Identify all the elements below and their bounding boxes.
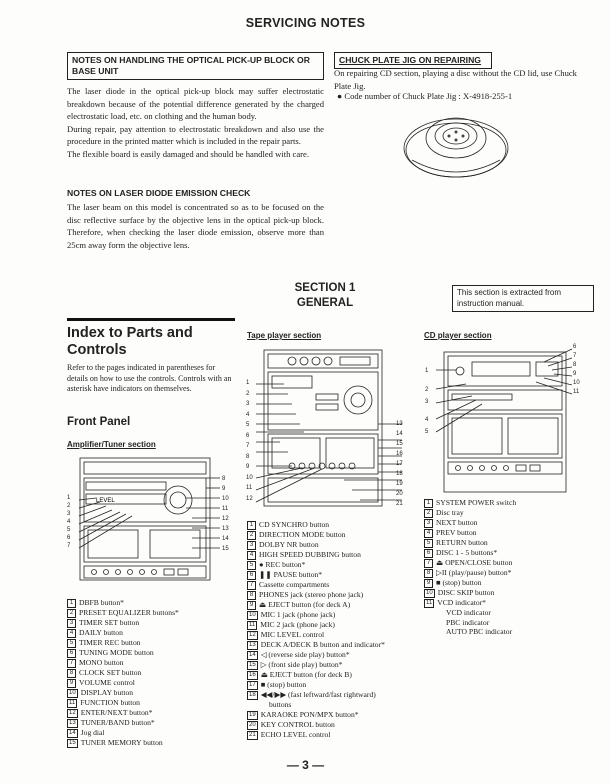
callout-label: 16 bbox=[396, 451, 403, 457]
cd-player-diagram bbox=[424, 344, 592, 496]
callout-label: 6 bbox=[246, 432, 250, 439]
callout-label: 10 bbox=[573, 380, 580, 386]
list-item: 10 DISC SKIP button bbox=[426, 588, 495, 597]
list-item-continuation: AUTO PBC indicator bbox=[446, 627, 513, 637]
callout-label: 15 bbox=[222, 546, 229, 552]
laser-notes-body: The laser beam on this model is concentrated so as to be focused on the disc reflective surface by the objective lens in the optical pick-up block. Therefore, when checking the laser diode emission, observe more than 25cm away form the objective lens. bbox=[67, 202, 324, 250]
callout-label: 12 bbox=[246, 495, 253, 502]
section-name: GENERAL bbox=[296, 297, 354, 309]
callout-label: 1 bbox=[246, 380, 250, 386]
list-item: 21 ECHO LEVEL control bbox=[249, 729, 331, 739]
list-item: 18 ◀◀/▶▶ (fast leftward/fast rightward) bbox=[249, 690, 376, 699]
callout-label: 7 bbox=[246, 443, 250, 449]
cd-right-callouts bbox=[573, 343, 587, 397]
list-item: 14 Jog dial bbox=[69, 728, 105, 737]
index-intro: Refer to the pages indicated in parentheses for details on how to use the controls. Controls with an asterisk have indicators on themselves. bbox=[67, 363, 232, 393]
amp-right-callouts bbox=[222, 474, 236, 554]
list-item: 11 MIC 2 jack (phone jack) bbox=[249, 620, 335, 629]
extract-note: This section is extracted from instruction manual. bbox=[452, 285, 594, 312]
callout-label: 20 bbox=[396, 491, 403, 497]
list-item: 15 ▷ (front side play) button* bbox=[249, 660, 343, 669]
callout-label: 3 bbox=[246, 401, 250, 407]
list-item: 11 VCD indicator* bbox=[426, 598, 486, 607]
callout-label: 10 bbox=[246, 474, 253, 481]
list-item: 1 CD SYNCHRO button bbox=[247, 520, 417, 530]
svg-text:LEVEL: LEVEL bbox=[96, 498, 115, 504]
callout-label: 8 bbox=[573, 362, 577, 368]
callout-label: 9 bbox=[246, 464, 250, 470]
list-item: 8 ▷II (play/pause) button* bbox=[424, 568, 594, 578]
list-item: 11 FUNCTION button bbox=[69, 698, 140, 707]
list-item: 20 KEY CONTROL button bbox=[249, 719, 335, 729]
list-item: 8 CLOCK SET button bbox=[67, 668, 237, 678]
list-item: 13 TUNER/BAND button* bbox=[69, 718, 155, 727]
list-item: 16 ⏏ EJECT button (for deck B) bbox=[249, 670, 352, 679]
callout-label: 11 bbox=[246, 485, 253, 491]
callout-label: 14 bbox=[396, 431, 403, 437]
list-item: 5 TIMER REC button bbox=[67, 638, 237, 648]
callout-label: 8 bbox=[246, 453, 250, 460]
list-item: 17 ■ (stop) button bbox=[249, 680, 307, 689]
laser-notes-title: NOTES ON LASER DIODE EMISSION CHECK bbox=[67, 188, 251, 198]
callout-label: 13 bbox=[396, 421, 403, 427]
list-item: 3 NEXT button bbox=[424, 518, 594, 528]
callout-label: 11 bbox=[573, 389, 580, 395]
callout-label: 13 bbox=[222, 526, 229, 532]
list-item: 1 DBFB button* bbox=[67, 598, 237, 608]
optical-paragraph-3: The flexible board is easily damaged and should be handled with care. bbox=[67, 148, 309, 159]
callout-label: 2 bbox=[425, 387, 429, 393]
optical-paragraph-1: The laser diode in the optical pick-up block may suffer electrostatic breakdown because of the potential difference generated by the charged electrostatic load, etc. on clothing and the human body. bbox=[67, 86, 324, 122]
callout-label: 1 bbox=[425, 368, 429, 374]
list-item-continuation: buttons bbox=[269, 700, 292, 709]
amp-tuner-diagram bbox=[66, 452, 236, 588]
list-item: 6 TUNING MODE button bbox=[67, 648, 237, 658]
list-item-continuation: VCD indicator bbox=[446, 608, 491, 617]
callout-label: 4 bbox=[67, 519, 71, 525]
list-item: 9 ⏏ EJECT button (for deck A) bbox=[247, 600, 417, 610]
cd-left-callouts bbox=[425, 365, 437, 438]
list-item: 5 ● REC button* bbox=[247, 560, 417, 570]
list-item: 7 MONO button bbox=[67, 658, 237, 668]
optical-notes-title: NOTES ON HANDLING THE OPTICAL PICK-UP BLOCK OR BASE UNIT bbox=[67, 52, 324, 80]
tape-section-heading: Tape player section bbox=[247, 331, 322, 340]
tape-player-list bbox=[247, 520, 417, 740]
callout-label: 6 bbox=[573, 344, 577, 350]
list-item: 4 HIGH SPEED DUBBING button bbox=[247, 550, 417, 560]
cd-section-heading: CD player section bbox=[424, 331, 492, 340]
list-item: 2 DIRECTION MODE button bbox=[247, 530, 417, 540]
list-item: 13 DECK A/DECK B button and indicator* bbox=[249, 640, 385, 649]
list-item: 8 PHONES jack (stereo phone jack) bbox=[247, 590, 417, 600]
page-number: — 3 — bbox=[286, 758, 325, 772]
list-item: 2 Disc tray bbox=[424, 508, 594, 518]
callout-label: 17 bbox=[396, 461, 403, 467]
list-item: 7 Cassette compartments bbox=[247, 580, 417, 590]
list-item: 12 ENTER/NEXT button* bbox=[69, 708, 153, 717]
callout-label: 2 bbox=[67, 503, 71, 509]
callout-label: 5 bbox=[67, 527, 71, 533]
list-item: 19 KARAOKE PON/MPX button* bbox=[249, 709, 359, 719]
callout-label: 9 bbox=[222, 486, 226, 492]
list-item: 3 TIMER SET button bbox=[67, 618, 237, 628]
list-item: 9 VOLUME control bbox=[67, 678, 237, 688]
list-item: 15 TUNER MEMORY button bbox=[69, 738, 163, 747]
list-item: 5 RETURN button bbox=[424, 538, 594, 548]
page-title: SERVICING NOTES bbox=[245, 16, 366, 30]
amp-left-callouts bbox=[67, 494, 79, 550]
list-item: 9 ■ (stop) button bbox=[424, 578, 594, 588]
callout-label: 4 bbox=[246, 411, 250, 418]
optical-paragraph-2: During repair, pay attention to electrostatic breakdown and also use the procedure in the printed matter which is included in the repair parts. bbox=[67, 123, 324, 147]
callout-label: 5 bbox=[425, 429, 429, 435]
cd-player-list bbox=[424, 498, 594, 637]
callout-label: 2 bbox=[246, 390, 250, 397]
callout-label: 8 bbox=[222, 476, 226, 482]
callout-label: 3 bbox=[425, 399, 429, 405]
callout-label: 14 bbox=[222, 536, 229, 542]
optical-notes-body bbox=[67, 85, 324, 161]
amp-tuner-list bbox=[67, 598, 237, 748]
callout-label: 5 bbox=[246, 422, 250, 428]
list-item: 1 SYSTEM POWER switch bbox=[424, 498, 594, 508]
callout-label: 4 bbox=[425, 417, 429, 423]
callout-label: 18 bbox=[396, 471, 403, 477]
list-item: 4 DAILY button bbox=[67, 628, 237, 638]
list-item: 6 ❚❚ PAUSE button* bbox=[247, 570, 417, 580]
chuck-jig-title: CHUCK PLATE JIG ON REPAIRING bbox=[334, 52, 492, 69]
front-panel-heading: Front Panel bbox=[67, 416, 131, 428]
callout-label: 21 bbox=[396, 501, 403, 507]
callout-label: 9 bbox=[573, 371, 577, 377]
callout-label: 12 bbox=[222, 516, 229, 522]
callout-label: 10 bbox=[222, 496, 229, 502]
chuck-plate-jig-illustration bbox=[402, 102, 510, 184]
list-item: 12 MIC LEVEL control bbox=[249, 630, 325, 639]
tape-player-diagram bbox=[244, 344, 416, 512]
callout-label: 6 bbox=[67, 535, 71, 541]
tape-right-callouts bbox=[396, 419, 410, 509]
list-item-continuation: PBC indicator bbox=[446, 617, 490, 627]
list-item: 10 DISPLAY button bbox=[69, 688, 134, 697]
list-item: 6 DISC 1 - 5 buttons* bbox=[424, 548, 594, 558]
index-title: Index to Parts and Controls bbox=[67, 325, 193, 358]
callout-label: 7 bbox=[67, 543, 71, 549]
callout-label: 19 bbox=[396, 481, 403, 487]
callout-label: 15 bbox=[396, 441, 403, 447]
chuck-jig-code: ● Code number of Chuck Plate Jig : X-4918-255-1 bbox=[337, 91, 513, 101]
list-item: 2 PRESET EQUALIZER buttons* bbox=[67, 608, 237, 618]
callout-label: 11 bbox=[222, 506, 229, 512]
index-rule bbox=[67, 318, 235, 321]
list-item: 10 MIC 1 jack (phone jack) bbox=[249, 610, 336, 619]
list-item: 7 ⏏ OPEN/CLOSE button bbox=[424, 558, 594, 568]
tape-left-callouts bbox=[246, 378, 258, 504]
amp-section-heading: Amplifier/Tuner section bbox=[67, 440, 156, 449]
section-number: SECTION 1 bbox=[294, 282, 356, 294]
callout-label: 1 bbox=[67, 495, 71, 501]
callout-label: 7 bbox=[573, 353, 577, 359]
chuck-jig-text: On repairing CD section, playing a disc without the CD lid, use Chuck Plate Jig. bbox=[334, 68, 577, 91]
callout-label: 3 bbox=[67, 511, 71, 517]
list-item: 14 ◁ (reverse side play) button* bbox=[249, 650, 350, 659]
list-item: 4 PREV button bbox=[424, 528, 594, 538]
list-item: 3 DOLBY NR button bbox=[247, 540, 417, 550]
